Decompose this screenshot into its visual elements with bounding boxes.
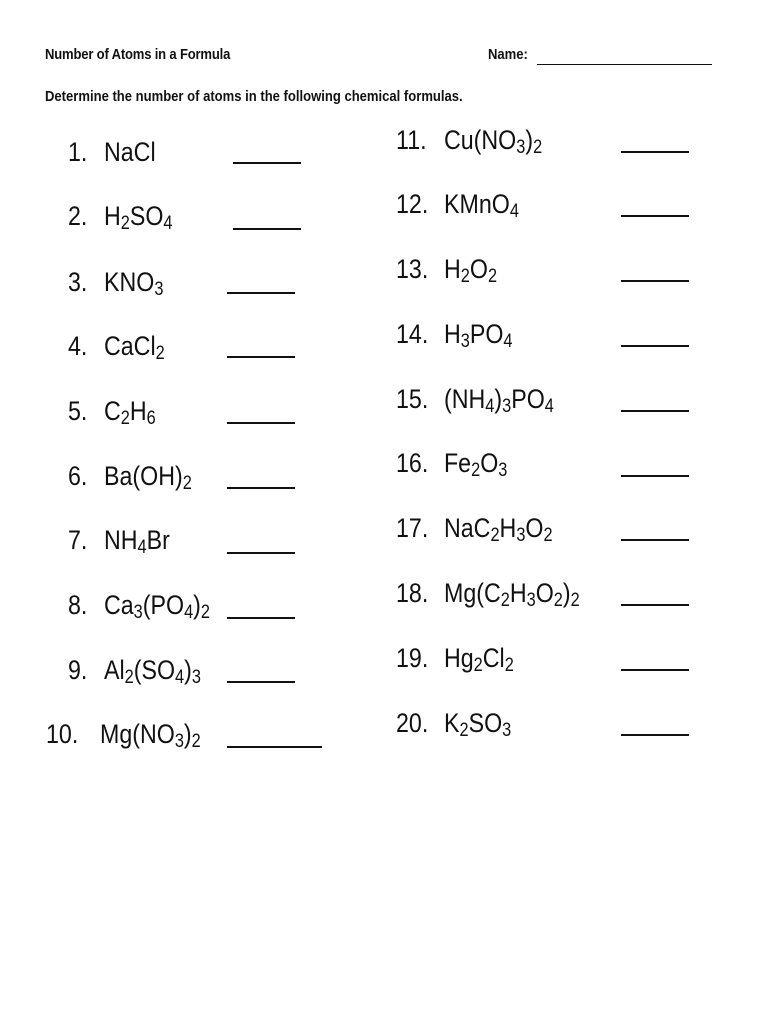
chemical-formula [104,266,163,306]
chemical-formula [444,253,497,293]
question-number: 5. [68,396,88,426]
formula-text: (SO [133,655,176,685]
question-item [68,524,87,564]
formula-subscript: 2 [191,731,201,752]
question-item [396,577,428,617]
formula-text: (PO [142,590,185,620]
formula-text: ) [562,578,571,608]
formula-subscript: 3 [191,667,201,688]
formula-subscript: 2 [490,525,500,546]
question-number: 12. [396,189,429,219]
formula-text: CaCl [104,331,156,361]
formula-subscript: 2 [471,460,481,481]
answer-blank[interactable] [621,215,689,217]
worksheet-title: Number of Atoms in a Formula [45,47,231,63]
formula-subscript: 2 [533,137,543,158]
chemical-formula [444,188,519,228]
chemical-formula [444,447,507,487]
formula-text: Ca [104,590,134,620]
formula-subscript: 4 [137,537,147,558]
formula-text: SO [468,708,503,738]
question-number: 15. [396,384,429,414]
formula-text: O [469,254,488,284]
question-item [396,642,428,682]
question-item [396,383,428,423]
chemical-formula [104,395,156,435]
formula-subscript: 3 [502,720,512,741]
chemical-formula [104,589,210,629]
question-number: 1. [68,137,88,167]
question-number: 10. [46,719,79,749]
formula-text: O [535,578,554,608]
formula-subscript: 3 [502,396,512,417]
formula-subscript: 2 [487,266,498,287]
question-item [396,188,428,228]
answer-blank[interactable] [621,151,689,153]
answer-blank[interactable] [227,552,295,554]
answer-blank[interactable] [227,681,295,683]
formula-subscript: 6 [146,408,156,429]
formula-subscript: 3 [133,602,143,623]
formula-text: NH [104,525,138,555]
question-item [396,512,428,552]
chemical-formula [444,642,514,682]
formula-text: (NH [444,384,486,414]
question-number: 6. [68,461,88,491]
answer-blank[interactable] [227,746,322,748]
formula-subscript: 3 [174,731,184,752]
answer-blank[interactable] [233,228,301,230]
question-number: 3. [68,267,88,297]
chemical-formula [104,460,192,500]
formula-subscript: 4 [175,667,185,688]
formula-text: KNO [104,267,155,297]
formula-subscript: 2 [553,590,563,611]
formula-text: NaC [444,513,491,543]
chemical-formula [444,512,553,552]
chemical-formula [104,200,173,240]
formula-subscript: 2 [460,266,470,287]
formula-subscript: 3 [154,279,164,300]
answer-blank[interactable] [621,669,689,671]
formula-text: H [129,396,147,426]
question-number: 18. [396,578,429,608]
formula-subscript: 3 [516,137,526,158]
instructions: Determine the number of atoms in the following chemical formulas. [45,89,463,105]
formula-text: PO [511,384,545,414]
answer-blank[interactable] [621,734,689,736]
formula-subscript: 3 [460,331,470,352]
chemical-formula [104,330,165,370]
chemical-formula [444,318,513,358]
name-label: Name: [488,47,528,63]
answer-blank[interactable] [621,410,689,412]
formula-text: Mg(C [444,578,501,608]
question-item [68,266,87,306]
formula-subscript: 2 [459,720,469,741]
chemical-formula [104,524,170,564]
formula-text: ) [193,590,201,620]
question-item [396,253,428,293]
chemical-formula [104,654,201,694]
formula-text: KMnO [444,189,510,219]
answer-blank[interactable] [227,292,295,294]
question-number: 14. [396,319,429,349]
formula-subscript: 3 [498,460,508,481]
question-item [396,707,428,747]
answer-blank[interactable] [621,604,689,606]
formula-text: Br [146,525,170,555]
formula-text: Cl [482,643,505,673]
formula-text: ) [183,719,192,749]
question-number: 17. [396,513,429,543]
formula-subscript: 4 [485,396,495,417]
formula-text: O [480,448,499,478]
question-item [396,318,428,358]
question-item [68,654,87,694]
formula-subscript: 3 [526,590,536,611]
formula-text: C [104,396,121,426]
formula-text: ) [184,655,192,685]
formula-text: Mg(NO [100,719,175,749]
formula-subscript: 2 [155,343,165,364]
formula-text: ) [494,384,503,414]
formula-subscript: 2 [200,602,211,623]
question-number: 7. [68,525,88,555]
question-number: 11. [396,125,427,155]
chemical-formula [444,124,542,164]
answer-blank[interactable] [227,617,295,619]
formula-subscript: 2 [543,525,553,546]
answer-blank[interactable] [621,345,689,347]
question-item [68,200,87,240]
question-item [68,460,87,500]
formula-text: K [444,708,460,738]
answer-blank[interactable] [227,487,295,489]
chemical-formula [444,707,511,747]
question-item [68,395,87,435]
formula-text: PO [469,319,504,349]
formula-text: ) [525,125,534,155]
question-number: 8. [68,590,88,620]
question-item [68,136,87,176]
formula-text: H [509,578,527,608]
question-item [396,447,428,487]
formula-subscript: 4 [163,213,173,234]
formula-subscript: 3 [516,525,526,546]
question-number: 16. [396,448,429,478]
question-number: 13. [396,254,429,284]
question-item [396,124,427,164]
formula-subscript: 2 [504,655,514,676]
question-number: 20. [396,708,429,738]
formula-subscript: 2 [570,590,580,611]
formula-subscript: 2 [182,473,192,494]
formula-text: Cu(NO [444,125,517,155]
formula-text: H [499,513,517,543]
question-number: 19. [396,643,429,673]
formula-subscript: 4 [503,331,513,352]
formula-subscript: 2 [120,213,130,234]
formula-subscript: 2 [473,655,483,676]
chemical-formula [444,383,554,423]
answer-blank[interactable] [621,475,689,477]
answer-blank[interactable] [621,539,689,541]
question-number: 9. [68,655,88,685]
formula-text: Fe [444,448,472,478]
formula-text: H [444,254,461,284]
question-item [68,589,87,629]
name-answer-line[interactable] [537,64,712,65]
formula-subscript: 2 [120,408,130,429]
formula-subscript: 2 [124,667,134,688]
formula-subscript: 4 [509,201,519,222]
question-item [68,330,87,370]
formula-text: H [104,201,121,231]
answer-blank[interactable] [227,356,295,358]
formula-text: Ba(OH) [104,461,183,491]
question-number: 4. [68,331,88,361]
formula-text: O [525,513,544,543]
answer-blank[interactable] [621,280,689,282]
formula-subscript: 2 [500,590,510,611]
formula-text: H [444,319,461,349]
formula-text: Al [104,655,125,685]
question-item [46,718,78,758]
answer-blank[interactable] [233,162,301,164]
formula-subscript: 4 [184,602,194,623]
chemical-formula [104,136,156,176]
question-number: 2. [68,201,88,231]
chemical-formula [444,577,580,617]
formula-text: Hg [444,643,474,673]
formula-text: SO [129,201,164,231]
chemical-formula [100,718,201,758]
formula-subscript: 4 [544,396,554,417]
formula-text: NaCl [104,137,156,167]
answer-blank[interactable] [227,422,295,424]
